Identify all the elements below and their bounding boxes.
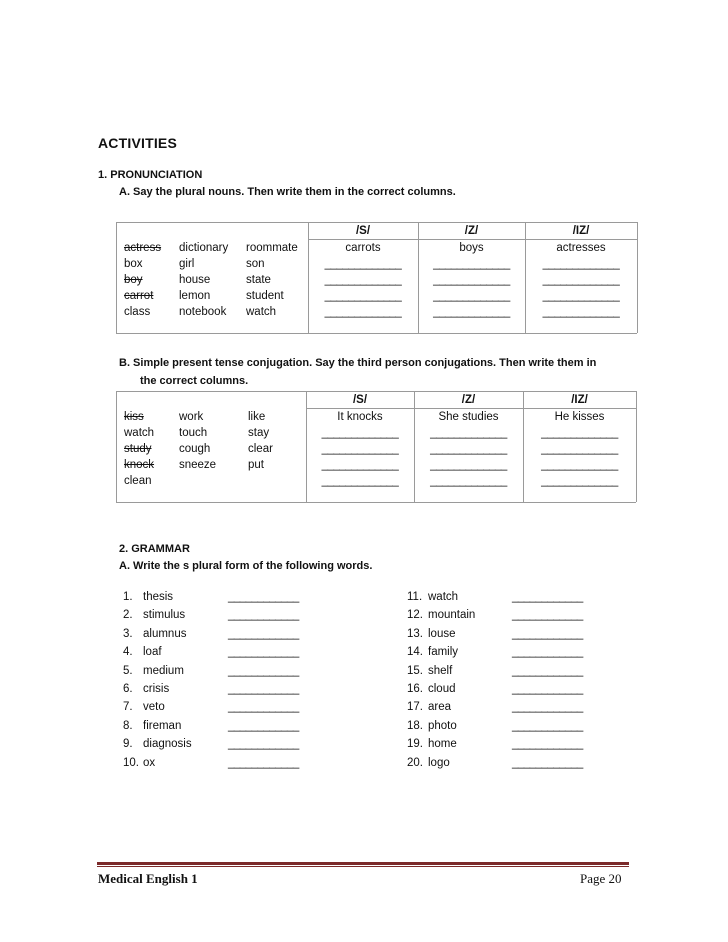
item-word: crisis (143, 683, 170, 695)
item-word: mountain (428, 609, 476, 622)
item-number: 4. (123, 646, 133, 659)
footer-rule-thick (97, 862, 629, 865)
word-bank-item: cough (179, 443, 211, 455)
table-top-rule (116, 391, 636, 392)
answer-blank: ____________ (228, 609, 299, 622)
column-header: /Z/ (461, 394, 476, 406)
answer-blank: ____________ (512, 756, 583, 769)
word-bank-item: girl (179, 258, 195, 270)
answer-blank: ____________ (228, 664, 299, 677)
answer-blank: _____________ (542, 258, 620, 270)
answer-blank: _____________ (433, 258, 510, 270)
table-header-rule (306, 408, 636, 409)
item-number: 14. (407, 646, 423, 659)
table-column-rule (418, 222, 419, 333)
answer-blank: ____________ (512, 701, 583, 714)
footer-page-number: Page 20 (580, 871, 622, 886)
column-header: /IZ/ (571, 394, 588, 406)
table-left-rule (116, 391, 117, 502)
table-top-rule (116, 222, 637, 223)
answer-blank: ____________ (512, 591, 583, 603)
item-number: 16. (407, 683, 423, 695)
table-right-rule (636, 391, 637, 502)
item-word: thesis (143, 591, 174, 603)
footer-title: Medical English 1 (98, 871, 198, 886)
item-number: 12. (407, 609, 423, 622)
answer-blank: ____________ (512, 627, 583, 640)
answer-blank: _____________ (321, 427, 399, 439)
example-answer: boys (459, 242, 484, 254)
item-word: diagnosis (143, 738, 192, 751)
item-word: cloud (428, 683, 456, 695)
answer-blank: ____________ (228, 719, 299, 732)
answer-blank: ____________ (228, 627, 299, 640)
footer-rule-thin (97, 866, 629, 867)
part-b-instruction-line2: the correct columns. (140, 375, 249, 387)
table-bottom-rule (116, 333, 637, 334)
example-answer: It knocks (337, 411, 383, 423)
word-bank-item: actress (124, 242, 162, 254)
word-bank-item: watch (246, 306, 277, 318)
word-bank-item: roommate (246, 242, 298, 254)
item-number: 17. (407, 701, 423, 714)
answer-blank: _____________ (324, 258, 402, 270)
item-word: home (428, 738, 457, 751)
answer-blank: _____________ (433, 274, 510, 286)
item-number: 20. (407, 756, 423, 769)
word-bank-item: clear (248, 443, 273, 455)
item-number: 18. (407, 719, 423, 732)
answer-blank: _____________ (321, 475, 399, 487)
part-a-instruction: A. Say the plural nouns. Then write them in the correct columns. (119, 186, 456, 198)
word-bank-item: clean (124, 475, 152, 487)
column-header: /IZ/ (572, 225, 590, 237)
answer-blank: _____________ (433, 306, 510, 318)
table-header-rule (308, 239, 637, 240)
answer-blank: ____________ (228, 701, 299, 714)
word-bank-item: sneeze (179, 459, 217, 471)
answer-blank: _____________ (430, 459, 507, 471)
page-heading: ACTIVITIES (98, 135, 178, 151)
answer-blank: ____________ (512, 719, 583, 732)
word-bank-item: notebook (179, 306, 227, 318)
answer-blank: ____________ (512, 609, 583, 622)
item-word: stimulus (143, 609, 186, 622)
item-number: 13. (407, 627, 423, 640)
table-right-rule (637, 222, 638, 333)
item-word: area (428, 701, 452, 714)
answer-blank: ____________ (228, 646, 299, 659)
answer-blank: _____________ (541, 459, 618, 471)
answer-blank: _____________ (430, 427, 507, 439)
column-header: /S/ (352, 394, 368, 406)
item-word: photo (428, 719, 457, 732)
example-answer: He kisses (554, 411, 605, 423)
word-bank-item: class (124, 306, 151, 318)
answer-blank: _____________ (542, 306, 620, 318)
item-number: 3. (123, 627, 133, 640)
answer-blank: _____________ (433, 290, 510, 302)
item-word: logo (428, 756, 450, 769)
item-word: fireman (143, 719, 182, 732)
item-word: veto (143, 701, 165, 714)
item-number: 2. (123, 609, 133, 622)
word-bank-item: boy (124, 274, 143, 286)
table-column-rule (414, 391, 415, 502)
item-word: family (428, 646, 459, 659)
answer-blank: _____________ (321, 443, 399, 455)
answer-blank: _____________ (321, 459, 399, 471)
item-number: 15. (407, 664, 423, 677)
part-b-instruction-line1: B. Simple present tense conjugation. Say the third person conjugations. Then write them in (119, 357, 597, 369)
answer-blank: _____________ (542, 290, 620, 302)
table-column-rule (306, 391, 307, 502)
item-word: louse (428, 627, 456, 640)
answer-blank: ____________ (512, 738, 583, 751)
grammar-title: 2. GRAMMAR (119, 543, 190, 555)
word-bank-item: put (248, 459, 264, 471)
answer-blank: ____________ (512, 646, 583, 659)
word-bank-item: carrot (124, 290, 154, 302)
answer-blank: _____________ (542, 274, 620, 286)
answer-blank: _____________ (324, 290, 402, 302)
grammar-instruction: A. Write the s plural form of the following words. (119, 560, 373, 572)
table-left-rule (116, 222, 117, 333)
item-number: 11. (407, 591, 423, 603)
item-number: 1. (123, 591, 133, 603)
word-bank-item: knock (124, 459, 155, 471)
word-bank-item: student (246, 290, 284, 302)
word-bank-item: state (246, 274, 271, 286)
table-bottom-rule (116, 502, 636, 503)
word-bank-item: study (124, 443, 152, 455)
answer-blank: _____________ (324, 306, 402, 318)
answer-blank: _____________ (541, 475, 618, 487)
table-column-rule (523, 391, 524, 502)
word-bank-item: touch (179, 427, 208, 439)
answer-blank: _____________ (541, 427, 618, 439)
word-bank-item: stay (248, 427, 270, 439)
item-number: 19. (407, 738, 423, 751)
item-number: 10. (123, 756, 139, 769)
answer-blank: ____________ (228, 738, 299, 751)
answer-blank: ____________ (512, 664, 583, 677)
answer-blank: _____________ (430, 443, 507, 455)
example-answer: carrots (345, 242, 381, 254)
table-column-rule (525, 222, 526, 333)
table-column-rule (308, 222, 309, 333)
word-bank-item: box (124, 258, 143, 270)
item-word: shelf (428, 664, 453, 677)
answer-blank: ____________ (228, 683, 299, 695)
pronunciation-title: 1. PRONUNCIATION (98, 169, 203, 181)
answer-blank: ____________ (228, 591, 299, 603)
answer-blank: _____________ (541, 443, 618, 455)
answer-blank: _____________ (430, 475, 507, 487)
item-word: ox (143, 756, 156, 769)
word-bank-item: watch (124, 427, 155, 439)
answer-blank: _____________ (324, 274, 402, 286)
word-bank-item: son (246, 258, 265, 270)
item-number: 6. (123, 683, 133, 695)
item-number: 9. (123, 738, 133, 751)
item-word: loaf (143, 646, 162, 659)
item-word: alumnus (143, 627, 187, 640)
word-bank-item: dictionary (179, 242, 229, 254)
column-header: /Z/ (464, 225, 479, 237)
example-answer: She studies (438, 411, 499, 423)
word-bank-item: kiss (124, 411, 144, 423)
item-word: watch (428, 591, 459, 603)
word-bank-item: like (248, 411, 266, 423)
answer-blank: ____________ (228, 756, 299, 769)
item-word: medium (143, 664, 184, 677)
word-bank-item: work (179, 411, 204, 423)
example-answer: actresses (556, 242, 606, 254)
item-number: 5. (123, 664, 133, 677)
word-bank-item: house (179, 274, 211, 286)
column-header: /S/ (355, 225, 371, 237)
item-number: 8. (123, 719, 133, 732)
answer-blank: ____________ (512, 683, 583, 695)
word-bank-item: lemon (179, 290, 211, 302)
item-number: 7. (123, 701, 133, 714)
